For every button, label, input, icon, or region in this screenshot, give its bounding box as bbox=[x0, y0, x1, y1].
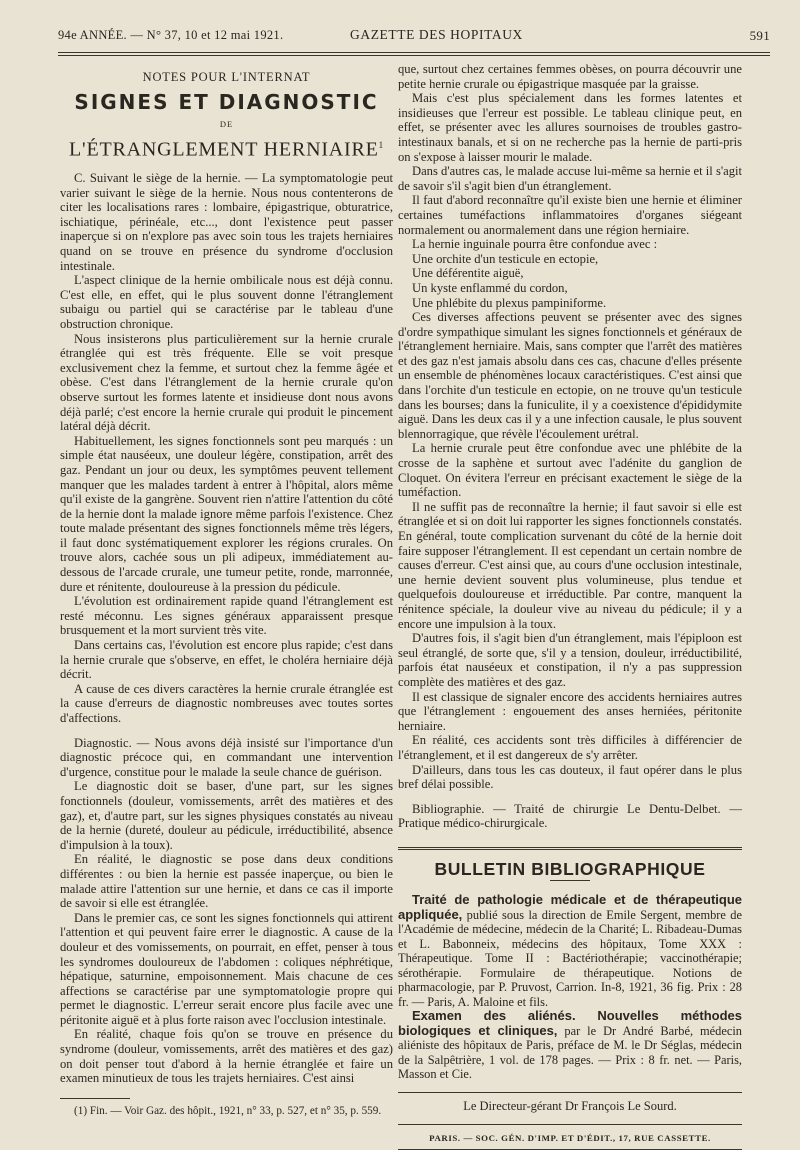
footnote: (1) Fin. — Voir Gaz. des hôpit., 1921, n° 33, p. 527, et n° 35, p. 559. bbox=[74, 1104, 382, 1117]
page-header bbox=[58, 26, 770, 46]
paragraph: A cause de ces divers caractères la hernie crurale étranglée est la cause d'erreurs de diagnostic nombreuses avec toutes sortes d'affections. bbox=[60, 681, 393, 725]
bibliography: Bibliographie. — Traité de chirurgie Le Dentu-Delbet. — Pratique médico-chirurgicale. bbox=[398, 801, 742, 831]
bib-item-details: publié sous la direction de Emile Sergent, membre de l'Académie de médecine, médecin de la Charité; L. Ribadeau-Dumas et L. Babonneix, médecins des hôpitaux, Tome XXX : Thérapeutique. Tome II : Bactériothérapie; vaccinothérapie; sérothérapie. Formulaire de thérapeutique. Notions de pharmacologie, par P. Pruvost, Carrion. In-8, 1921, 36 fig. Prix : 28 fr. — Paris, A. Maloine et fils. bbox=[398, 907, 742, 1009]
right-column bbox=[398, 62, 742, 1150]
diagnostic-paragraph: Le diagnostic doit se baser, d'une part, sur les signes fonctionnels (douleur, vomissements, arrêt des matières et des gaz), et, d'autre part, sur les signes physiques constatés au niveau de la hernie (dureté, douleur au pédicule, irréductibilité, absence d'impulsion à la toux). bbox=[60, 779, 393, 852]
bib-item bbox=[398, 1009, 742, 1082]
paragraph: Dans certains cas, l'évolution est encore plus rapide; c'est dans la hernie crurale que s'observe, en effet, le choléra herniaire déjà décrit. bbox=[60, 638, 393, 682]
paragraph: Nous insisterons plus particulièrement sur la hernie crurale étranglée qui est très fréquente. Elle se voit presque exclusivement chez la femme, et surtout chez la femme âgée et obèse. C'est dans l'étranglement de la hernie crurale qu'on observe surtout les formes latente et insidieuse dont nous avons déjà parlé; c'est encore la hernie crurale qui produit le pincement latéral déjà décrit. bbox=[60, 331, 393, 434]
diagnostic-paragraph: Dans le premier cas, ce sont les signes fonctionnels qui attirent l'attention et qui peuvent faire errer le diagnostic. A cause de la douleur et des vomissements, on pourrait, en effet, penser à tous les syndromes douloureux de l'abdomen : coliques néphrétique, hépatique, saturnine, empoisonnement. Mais chacune de ces affections se caractérise par une symptomatologie propre qui permet le diagnostic. L'erreur serait encore plus facile avec une péritonite aiguë et à plus forte raison avec l'occlusion intestinale. bbox=[60, 910, 393, 1027]
bib-item-title: Examen des aliénés. Nouvelles méthodes biologiques et cliniques, bbox=[398, 1008, 742, 1038]
list-item: Un kyste enflammé du cordon, bbox=[412, 280, 568, 295]
bulletin-title: BULLETIN BIBLIOGRAPHIQUE bbox=[434, 858, 706, 879]
header-rule-2 bbox=[58, 55, 770, 56]
paragraph: En réalité, ces accidents sont très difficiles à différencier de l'étranglement, et il est dangereux de s'y arrêter. bbox=[398, 733, 742, 762]
paragraph: D'autres fois, il s'agit bien d'un étranglement, mais l'épiploon est seul étranglé, de sorte que, s'il y a tension, douleur, irréductibilité, parfois état nauséeux et constipation, il n'y a pas suppression complète des matières et des gaz. bbox=[398, 631, 742, 689]
article-subtitle bbox=[60, 138, 393, 161]
paragraph: Mais c'est plus spécialement dans les formes latentes et insidieuses que l'erreur est possible. Le tableau clinique peut, en effet, se présenter avec les allures sournoises de troubles gastro-intestinaux banals, et si on ne recherche pas la hernie de parti-pris on s'expose à laisser mourir le malade. bbox=[398, 91, 742, 164]
list-item: Une phlébite du plexus pampiniforme. bbox=[412, 295, 607, 310]
article-title-de: DE bbox=[219, 119, 234, 130]
printer-rule bbox=[398, 1124, 742, 1125]
spacer bbox=[60, 726, 393, 736]
paragraph: Dans d'autres cas, le malade accuse lui-même sa hernie et il s'agit de savoir s'il s'agit bien d'un étranglement. bbox=[398, 164, 742, 193]
bib-item-details: par le Dr André Barbé, médecin aliéniste des hôpitaux de Paris, préface de M. le Dr Séglas, médecin de la Salpêtrière, 1 vol. de 178 pages. — Prix : 8 fr. net. — Paris, Masson et Cie. bbox=[398, 1023, 742, 1082]
bib-item-title: Traité de pathologie médicale et de thérapeutique appliquée, bbox=[398, 892, 742, 922]
paragraph: Ces diverses affections peuvent se présenter avec des signes d'ordre sympathique simulant les signes fonctionnels et généraux de l'étranglement herniaire. Mais, sans compter que l'arrêt des matières et des gaz n'est jamais absolu dans ces cas, chacune d'elles présente un ensemble de phénomènes locaux caractéristiques. C'est ainsi que dans l'orchite d'un testicule en ectopie, on ne trouve qu'un testicule dans les bourses; dans la funiculite, il y a coexistence d'épididymite aiguë. Dans les deux cas il y a une infection causale, le plus souvent blennorragique, que révèle l'écoulement urétral. bbox=[398, 310, 742, 441]
paragraph: La hernie inguinale pourra être confondue avec : bbox=[412, 237, 658, 252]
paragraph: Habituellement, les signes fonctionnels sont peu marqués : un simple état nauséeux, une douleur légère, constipation, arrêt des gaz. Pendant un jour ou deux, les symptômes peuvent tellement manquer que les malades tardent à entrer à l'hôpital, alors même qu'il existe de la gangrène. Souvent rien n'attire l'attention du côté de la hernie dont la malade ignore même parfois l'existence. Chez toute malade présentant des signes fonctionnels même très légers, il faut donc systématiquement explorer les régions crurales. On trouve alors, cachée sous un pli adipeux, immédiatement au-dessous de l'arcade crurale, une tumeur petite, ronde, marronnée, dure et rénitente, douloureuse à la pression du pédicule. bbox=[60, 433, 393, 594]
diagnostic-paragraph: En réalité, chaque fois qu'on se trouve en présence du syndrome (douleur, vomissements, arrêt des matières et des gaz) on doit penser tout d'abord à la hernie étranglée et faire un examen minutieux de tous les trajets herniaires. C'est ainsi bbox=[60, 1027, 393, 1086]
paragraph: Il faut d'abord reconnaître qu'il existe bien une hernie et éliminer certaines tuméfactions inflammatoires d'organes siégeant normalement ou anormalement dans une région herniaire. bbox=[398, 193, 742, 237]
issue-info: 94e ANNÉE. — N° 37, 10 et 12 mai 1921. bbox=[58, 28, 284, 42]
paragraph: C. Suivant le siège de la hernie. — La symptomatologie peut varier suivant le siège de la hernie. Nous nous contenterons de citer les localisations rares : lombaire, épigastrique, obturatrice, ischiatique, périnéale, etc..., dont l'existence peut passer inaperçue si on n'explore pas avec soin tous les trajets herniaires quand on se trouve en présence du syndrome d'occlusion intestinale. bbox=[60, 171, 393, 273]
printer-line: PARIS. — SOC. GÉN. D'IMP. ET D'ÉDIT., 17, RUE CASSETTE. bbox=[429, 1132, 711, 1143]
header-rule bbox=[58, 52, 770, 53]
list-item: Une déférentite aiguë, bbox=[412, 266, 524, 281]
paragraph: Il ne suffit pas de reconnaître la hernie; il faut savoir si elle est étranglée et si on doit lui rapporter les signes fonctionnels constatés. En général, toute complication survenant du côté de la hernie doit faire supposer l'étranglement. Il est cependant un certain nombre de causes d'erreur. C'est ainsi que, au cours d'une occlusion intestinale, une hernie devient souvent plus volumineuse, plus tendue et quelquefois douloureuse et irréductible. Par contre, manquent la rénitence spéciale, la douleur vive au niveau du pédicule; il y a encore une impulsion à la toux. bbox=[398, 499, 742, 631]
diagnostic-paragraph: Diagnostic. — Nous avons déjà insisté sur l'importance d'un diagnostic précoce qui, en commandant une intervention d'urgence, constitue pour le malade la seule chance de guérison. bbox=[60, 735, 393, 779]
paragraph: L'évolution est ordinairement rapide quand l'étranglement est resté méconnu. Les signes généraux apparaissent presque brusquement et la mort survient très vite. bbox=[60, 594, 393, 638]
title-underline bbox=[550, 880, 590, 881]
paragraph: L'aspect clinique de la hernie ombilicale nous est déjà connu. C'est elle, en effet, qui le plus souvent donne l'étranglement subaigu ou partiel qui se caractérise par le tableau d'une obstruction chronique. bbox=[60, 273, 393, 331]
diagnostic-paragraph: En réalité, le diagnostic se pose dans deux conditions différentes : ou bien la hernie est passée inaperçue, ou bien le malade attire l'attention sur une hernie, et dans ce cas il importe de savoir si elle est étranglée. bbox=[60, 852, 393, 911]
director-rule bbox=[398, 1092, 742, 1093]
article-title: SIGNES ET DIAGNOSTIC bbox=[74, 89, 379, 114]
paragraph: La hernie crurale peut être confondue avec une phlébite de la crosse de la saphène et surtout avec l'adénite du ganglion de Cloquet. On évitera l'erreur en précisant exactement le siège de la tuméfaction. bbox=[398, 441, 742, 500]
article-subtitle-text: L'ÉTRANGLEMENT HERNIAIRE bbox=[69, 138, 379, 161]
journal-title: GAZETTE DES HOPITAUX bbox=[350, 27, 523, 42]
page-number: 591 bbox=[749, 28, 770, 43]
footnote-rule bbox=[60, 1098, 130, 1099]
bib-item bbox=[398, 893, 742, 1009]
paragraph: que, surtout chez certaines femmes obèses, on pourra découvrir une petite hernie crurale ou épigastrique masquée par la graisse. bbox=[398, 62, 742, 91]
list-item: Une orchite d'un testicule en ectopie, bbox=[412, 251, 599, 266]
spacer bbox=[398, 792, 742, 802]
paragraph: Il est classique de signaler encore des accidents herniaires autres que l'étranglement : engouement des anses herniées, péritonite herniaire. bbox=[398, 689, 742, 733]
left-column bbox=[60, 62, 393, 1118]
paragraph: D'ailleurs, dans tous les cas douteux, il faut opérer dans le plus bref délai possible. bbox=[398, 762, 742, 792]
section-heading: NOTES POUR L'INTERNAT bbox=[142, 70, 311, 84]
director-line: Le Directeur-gérant Dr François Le Sourd. bbox=[463, 1098, 677, 1113]
section-rule bbox=[398, 847, 742, 850]
footnote-mark: 1 bbox=[378, 139, 384, 150]
